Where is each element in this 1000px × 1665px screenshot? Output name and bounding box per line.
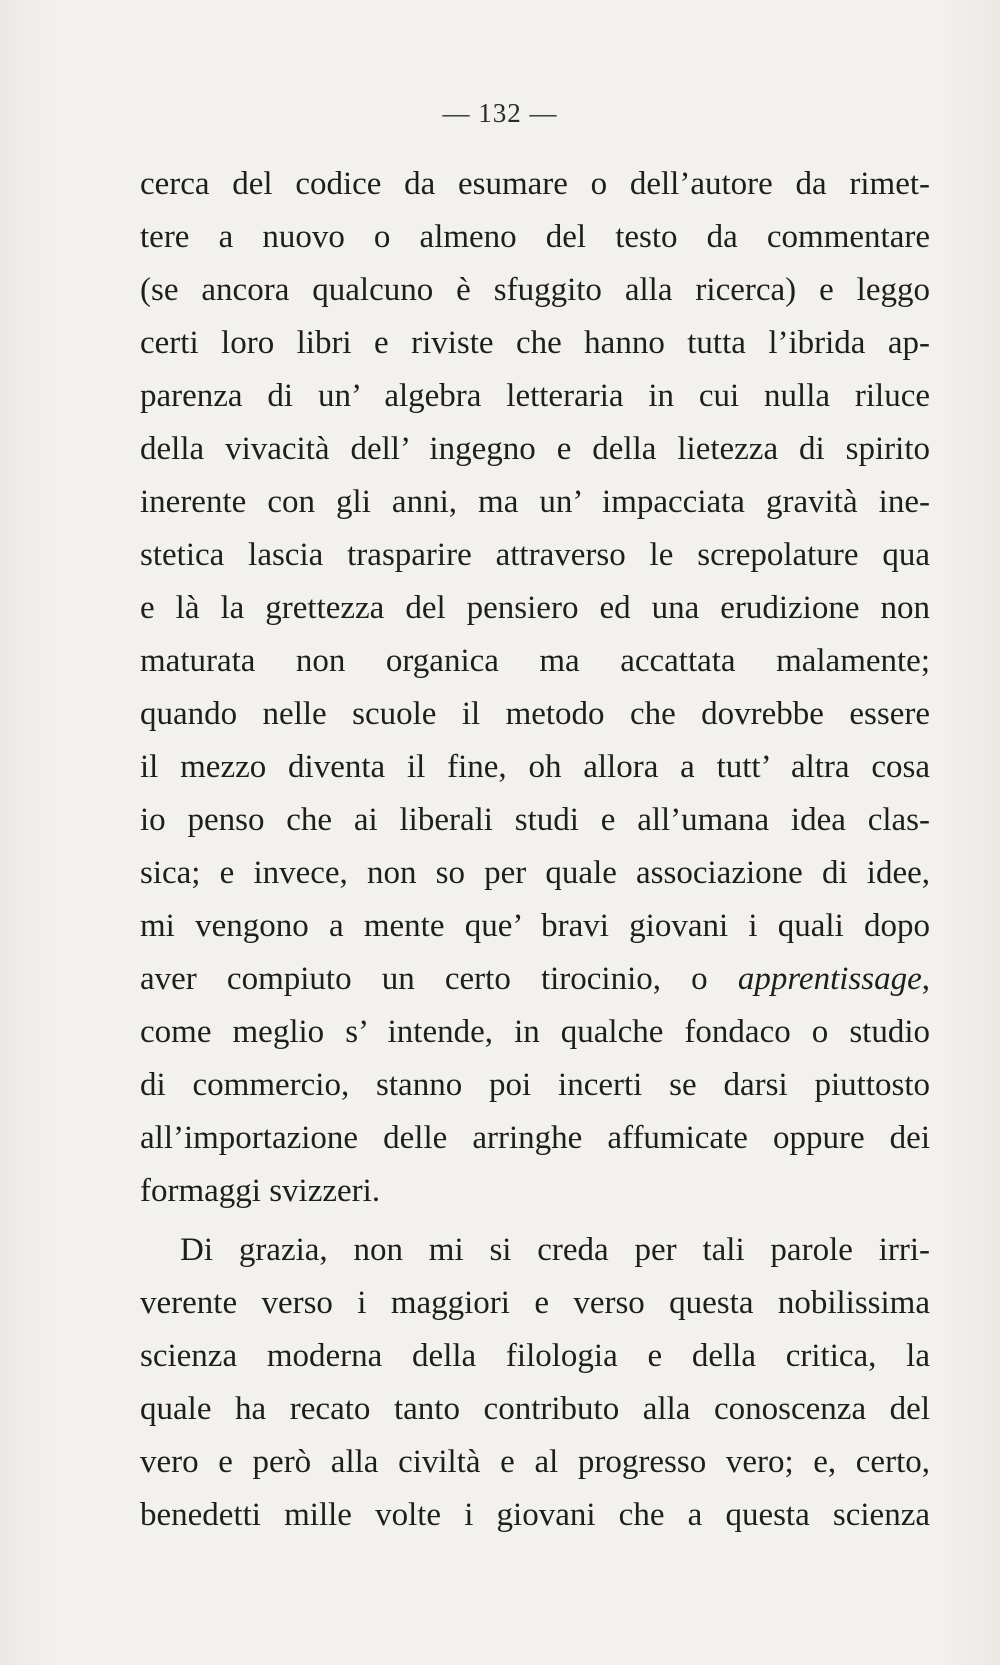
text-line: tere a nuovo o almeno del testo da commentare	[140, 219, 930, 255]
text-line: benedetti mille volte i giovani che a questa scienza	[140, 1497, 930, 1533]
paragraph-2	[140, 1224, 930, 1542]
page-number: — 132 —	[442, 98, 558, 128]
paragraph-1	[140, 158, 930, 1218]
text-line: all’importazione delle arringhe affumicate oppure dei	[140, 1120, 930, 1156]
text-line: verente verso i maggiori e verso questa nobilissima	[140, 1285, 930, 1321]
text-line: maturata non organica ma accattata malamente;	[140, 643, 930, 679]
text-line-with-italic: aver compiuto un certo tirocinio, o apprentissage,	[140, 961, 930, 997]
text-line: vero e però alla civiltà e al progresso vero; e, certo,	[140, 1444, 930, 1480]
body-text	[140, 158, 930, 1542]
text-line: stetica lascia trasparire attraverso le screpolature qua	[140, 537, 930, 573]
text-line: cerca del codice da esumare o dell’autore da rimet-	[140, 166, 930, 202]
text-line: io penso che ai liberali studi e all’umana idea clas-	[140, 802, 930, 838]
text-line: certi loro libri e riviste che hanno tutta l’ibrida ap-	[140, 325, 930, 361]
text-line: (se ancora qualcuno è sfuggito alla ricerca) e leggo	[140, 272, 930, 308]
text-line: quale ha recato tanto contributo alla conoscenza del	[140, 1391, 930, 1427]
text-line: della vivacità dell’ ingegno e della lietezza di spirito	[140, 431, 930, 467]
text-line: inerente con gli anni, ma un’ impacciata gravità ine-	[140, 484, 930, 520]
text-line: Di grazia, non mi si creda per tali parole irri-	[180, 1232, 930, 1268]
text-line: formaggi svizzeri.	[140, 1173, 381, 1209]
text-line: mi vengono a mente que’ bravi giovani i quali dopo	[140, 908, 930, 944]
italic-word: apprentissage	[737, 961, 922, 997]
text-line: quando nelle scuole il metodo che dovrebbe essere	[140, 696, 930, 732]
text-line: di commercio, stanno poi incerti se darsi piuttosto	[140, 1067, 930, 1103]
text-line: come meglio s’ intende, in qualche fondaco o studio	[140, 1014, 930, 1050]
text-line: sica; e invece, non so per quale associazione di idee,	[140, 855, 930, 891]
text-line: scienza moderna della filologia e della critica, la	[140, 1338, 930, 1374]
text-line: parenza di un’ algebra letteraria in cui nulla riluce	[140, 378, 930, 414]
text-line: e là la grettezza del pensiero ed una erudizione non	[140, 590, 930, 626]
text-line: il mezzo diventa il fine, oh allora a tutt’ altra cosa	[140, 749, 930, 785]
